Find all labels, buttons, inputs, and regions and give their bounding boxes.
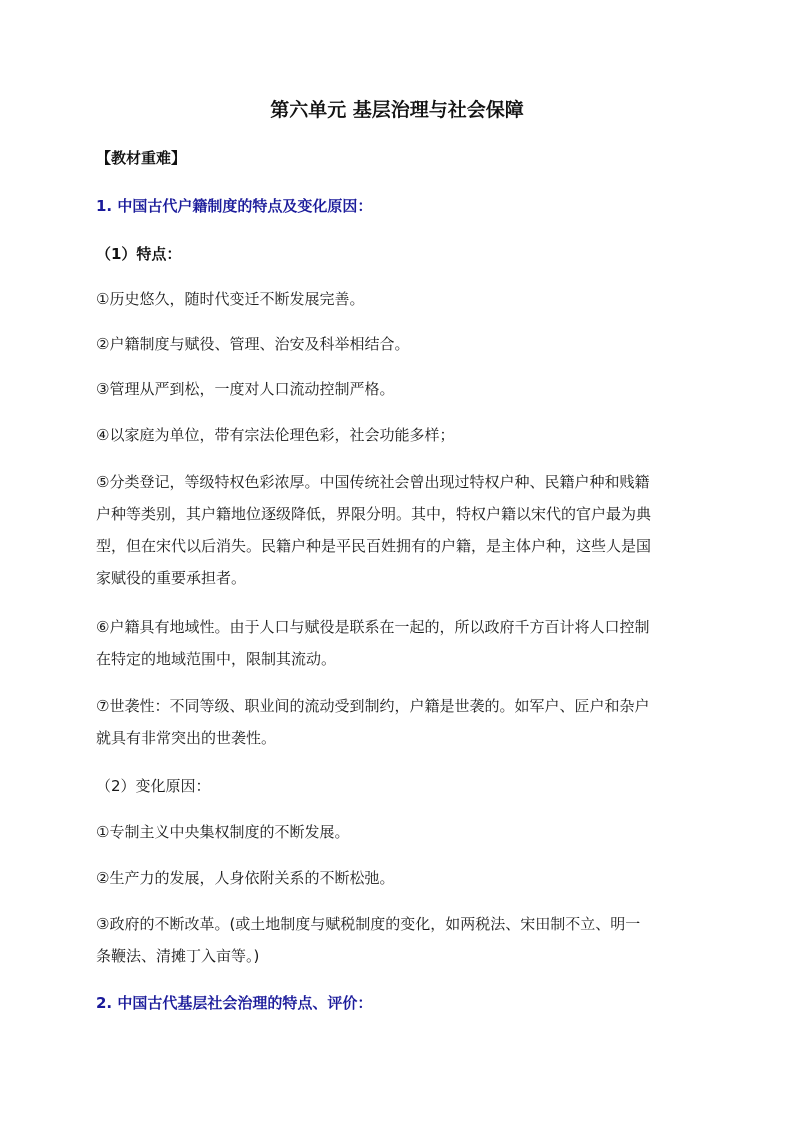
- list-item: ①历史悠久，随时代变迁不断发展完善。: [96, 290, 365, 308]
- section-marker: 【教材重难】: [96, 149, 187, 167]
- list-item: ③管理从严到松，一度对人口流动控制严格。: [96, 380, 395, 398]
- list-item: ②生产力的发展，人身依附关系的不断松弛。: [96, 869, 395, 887]
- paragraph-line: 型，但在宋代以后消失。民籍户种是平民百姓拥有的户籍，是主体户种，这些人是国: [96, 537, 652, 555]
- paragraph-line: ⑦世袭性：不同等级、职业间的流动受到制约，户籍是世袭的。如军户、匠户和杂户: [96, 697, 650, 715]
- page-title: 第六单元 基层治理与社会保障: [270, 99, 524, 121]
- paragraph-line: 户种等类别，其户籍地位逐级降低，界限分明。其中，特权户籍以宋代的官户最为典: [96, 505, 652, 523]
- paragraph-line: ③政府的不断改革。(或土地制度与赋税制度的变化，如两税法、宋田制不立、明一: [96, 915, 641, 933]
- paragraph-line: ⑥户籍具有地域性。由于人口与赋役是联系在一起的，所以政府千方百计将人口控制: [96, 618, 650, 636]
- paragraph-line: 条鞭法、清摊丁入亩等。): [96, 947, 260, 965]
- heading-household-registration: 1. 中国古代户籍制度的特点及变化原因：: [96, 197, 373, 215]
- paragraph-line: ⑤分类登记，等级特权色彩浓厚。中国传统社会曾出现过特权户种、民籍户种和贱籍: [96, 473, 650, 491]
- subheading-change-reasons: （2）变化原因：: [96, 777, 211, 795]
- paragraph-line: 家赋役的重要承担者。: [96, 569, 247, 587]
- paragraph-line: 就具有非常突出的世袭性。: [96, 729, 277, 747]
- paragraph-line: 在特定的地域范围中，限制其流动。: [96, 650, 337, 668]
- list-item: ②户籍制度与赋役、管理、治安及科举相结合。: [96, 335, 410, 353]
- list-item: ④以家庭为单位，带有宗法伦理色彩，社会功能多样；: [96, 426, 455, 444]
- list-item: ①专制主义中央集权制度的不断发展。: [96, 823, 350, 841]
- heading-grassroots-governance: 2. 中国古代基层社会治理的特点、评价：: [96, 994, 373, 1012]
- subheading-features: （1）特点：: [96, 245, 182, 263]
